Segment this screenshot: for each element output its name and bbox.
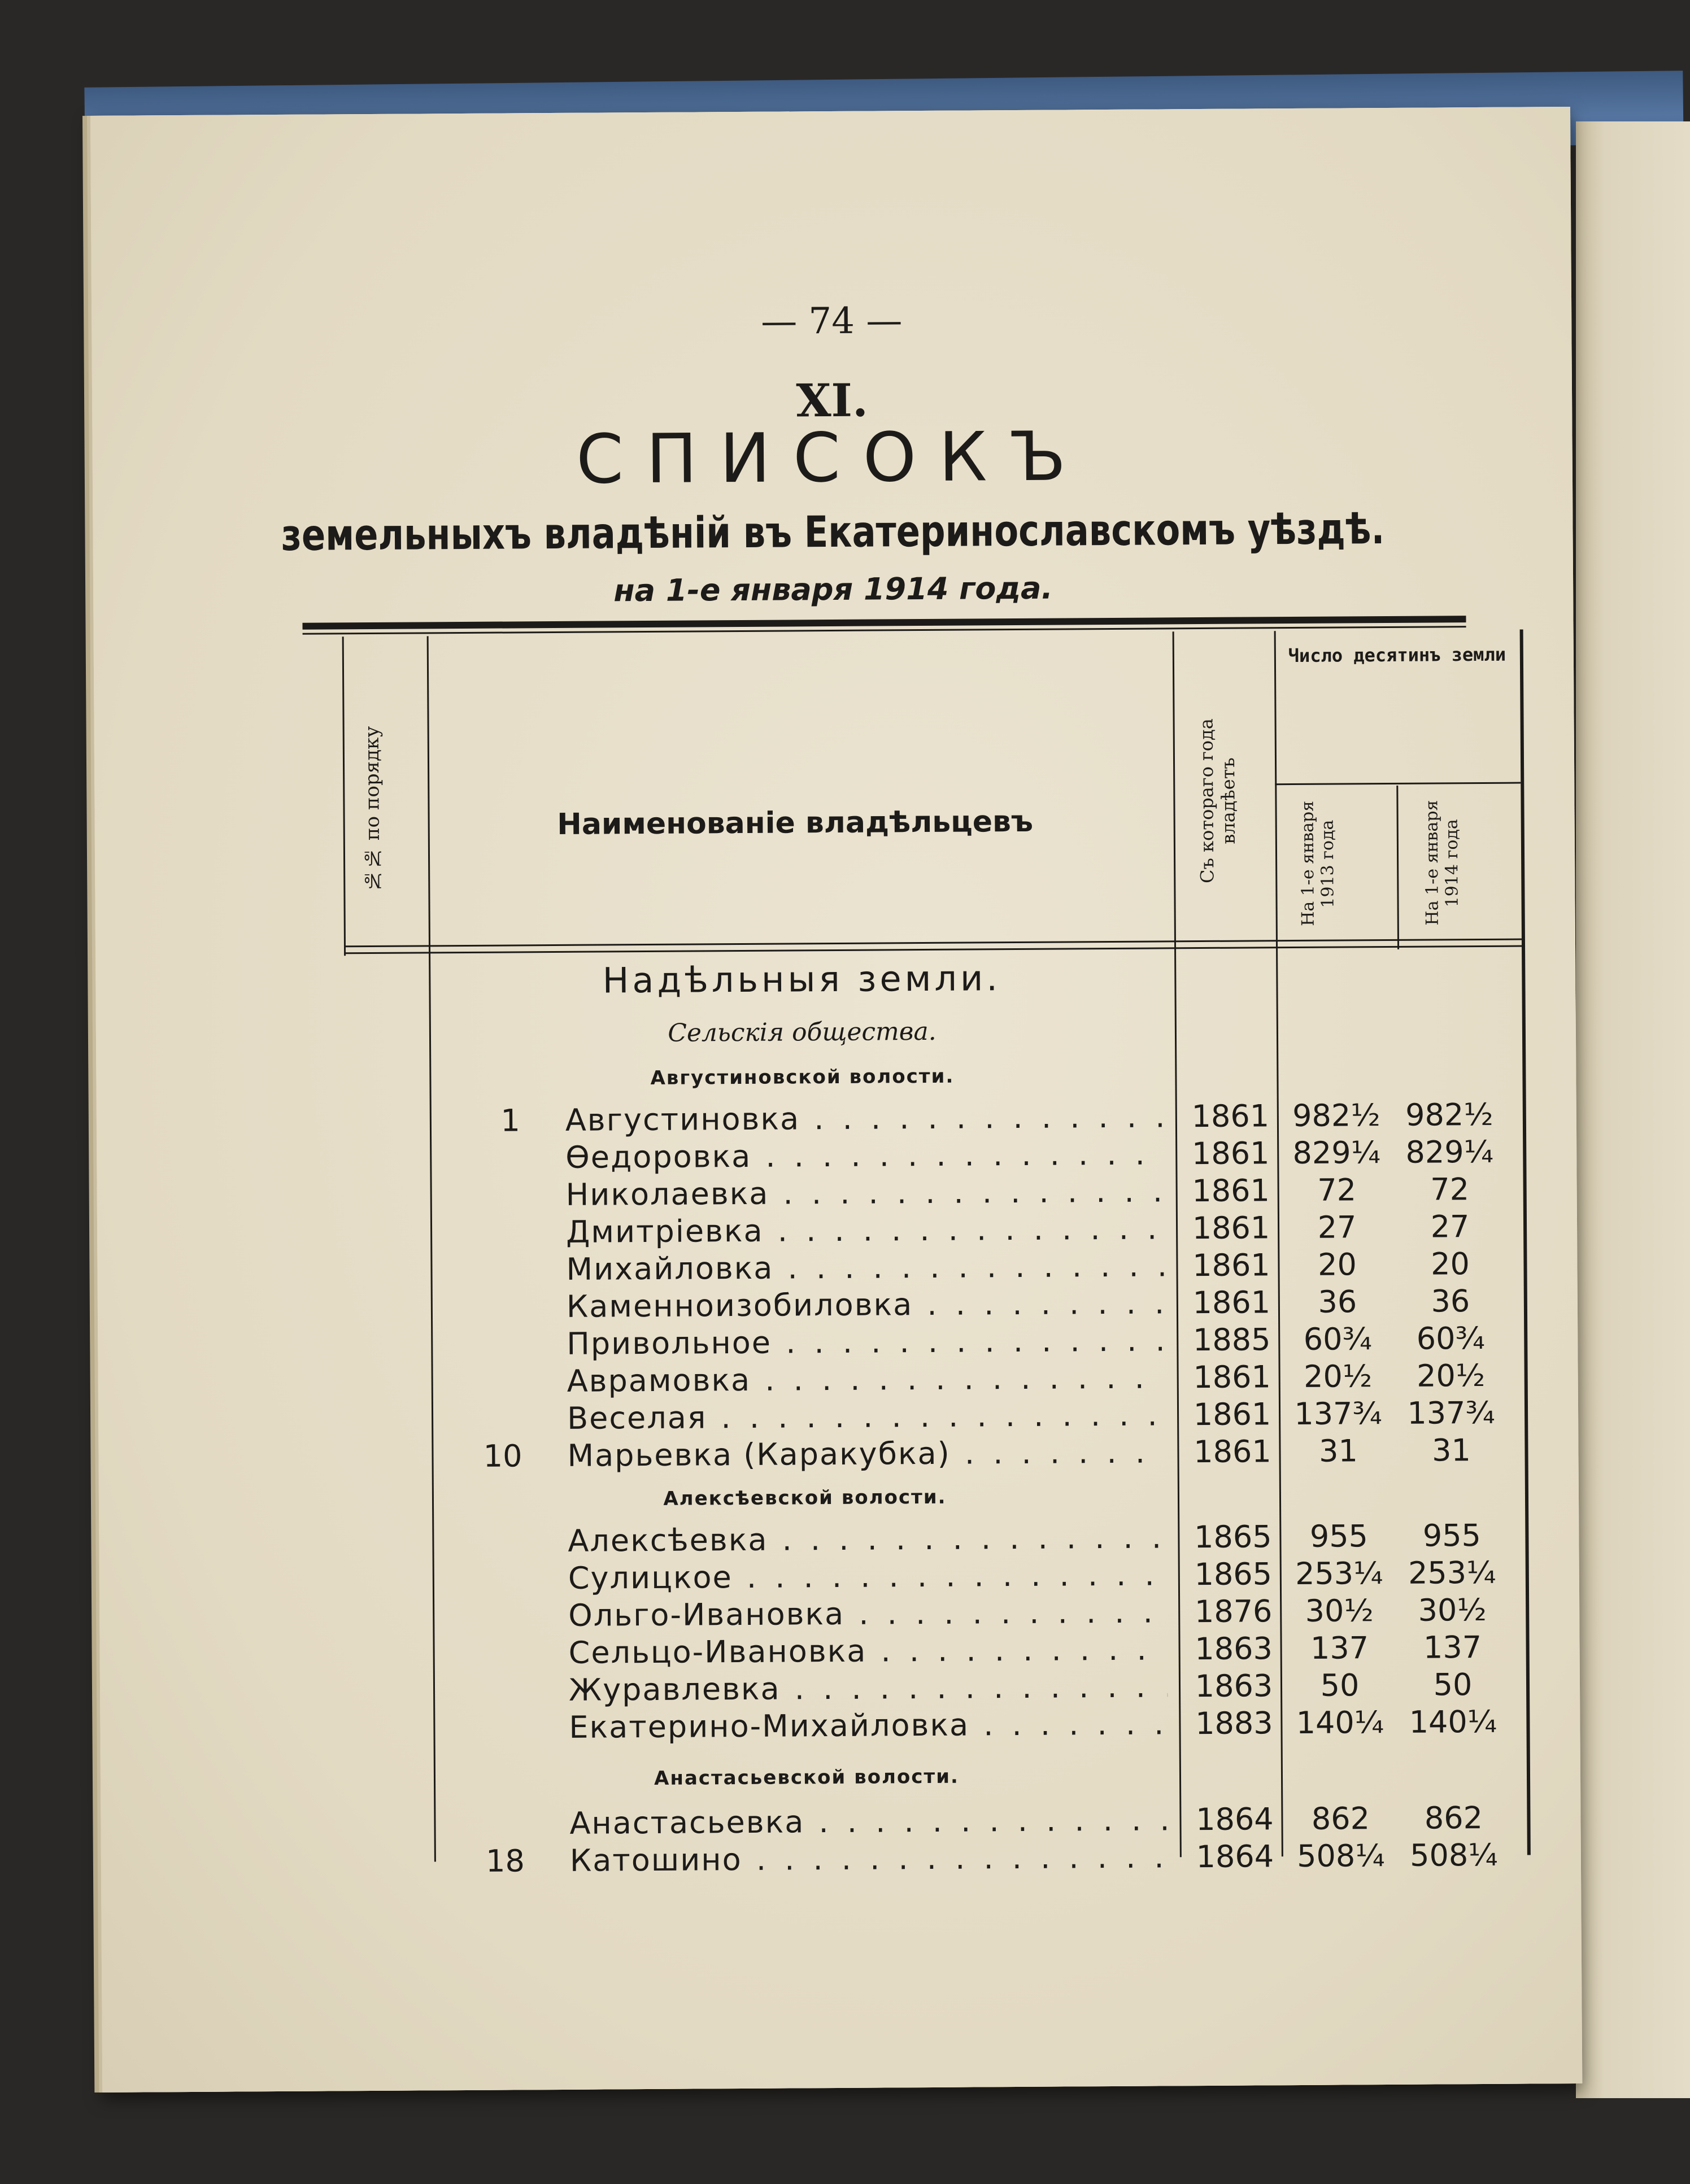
since-year: 1861	[1192, 1210, 1270, 1246]
since-year: 1863	[1195, 1631, 1273, 1667]
page-number: — 74 —	[760, 300, 903, 343]
since-year: 1861	[1192, 1284, 1271, 1321]
area-1914: 862	[1424, 1799, 1483, 1836]
area-1913: 508¼	[1296, 1838, 1385, 1875]
area-1914: 20½	[1416, 1357, 1486, 1394]
area-1913: 30½	[1305, 1593, 1374, 1629]
date-line: на 1-е января 1914 года.	[613, 570, 1053, 609]
owner-name: Сулицкое . . .	[568, 1557, 1167, 1596]
book-page	[90, 107, 1582, 2093]
owner-name: Сельцо-Ивановка . . .	[568, 1631, 1167, 1670]
owner-name: Алексѣевка . . .	[568, 1519, 1166, 1558]
column-header-number: №№ по порядку	[360, 726, 385, 892]
area-1914: 30½	[1418, 1592, 1487, 1628]
area-1913: 31	[1318, 1433, 1358, 1469]
owner-name: Аврамовка . . .	[567, 1359, 1166, 1398]
area-1914: 36	[1431, 1283, 1470, 1319]
owner-name: Веселая . . .	[567, 1397, 1166, 1436]
since-year: 1861	[1191, 1098, 1270, 1135]
column-header-area: Число десятинъ земли	[1288, 643, 1506, 667]
area-1913: 982½	[1292, 1097, 1380, 1134]
area-1914: 137	[1423, 1629, 1482, 1666]
header-bottom-rule-2	[344, 945, 1525, 954]
row-number: 10	[483, 1438, 522, 1474]
area-1913: 27	[1317, 1209, 1357, 1245]
since-year: 1861	[1193, 1396, 1271, 1433]
row-number: 18	[485, 1843, 525, 1879]
owner-name: Екатерино-Михайловка . . .	[569, 1706, 1168, 1745]
since-year: 1861	[1191, 1135, 1270, 1172]
page-title: СПИСОКЪ	[576, 417, 1089, 499]
area-1913: 20	[1317, 1246, 1357, 1283]
area-1914: 140¼	[1409, 1703, 1497, 1740]
area-1913: 140¼	[1296, 1705, 1384, 1741]
area-1914: 50	[1433, 1667, 1473, 1703]
row-number	[422, 1672, 524, 1673]
row-number	[419, 1177, 520, 1178]
owner-name: Николаевка . . .	[565, 1173, 1164, 1212]
area-1913: 36	[1318, 1284, 1357, 1320]
area-1914: 72	[1430, 1171, 1470, 1207]
column-header-name: Наименованіе владѣльцевъ	[557, 804, 1034, 842]
owner-name: Привольное . . .	[567, 1322, 1165, 1361]
since-year: 1864	[1196, 1838, 1274, 1875]
area-1913: 137	[1310, 1630, 1369, 1666]
area-1914: 20	[1430, 1246, 1470, 1282]
row-number	[421, 1523, 522, 1524]
area-subheader-rule	[1275, 782, 1521, 786]
owner-name: Анастасьевка . . .	[569, 1802, 1168, 1841]
area-1913: 50	[1320, 1667, 1360, 1703]
since-year: 1865	[1194, 1519, 1272, 1555]
area-1914: 60¾	[1416, 1320, 1485, 1357]
area-1914: 27	[1430, 1209, 1470, 1245]
area-1914: 955	[1422, 1518, 1482, 1554]
row-number	[421, 1560, 523, 1561]
since-year: 1861	[1193, 1359, 1271, 1396]
area-1914: 253¼	[1408, 1554, 1496, 1591]
column-header-1914: На 1-е января 1914 года	[1422, 800, 1462, 926]
owner-name: Катошино . . .	[570, 1839, 1169, 1878]
since-year: 1861	[1192, 1247, 1270, 1284]
area-1913: 829¼	[1292, 1135, 1381, 1171]
since-year: 1864	[1196, 1801, 1274, 1838]
section-number: XI.	[796, 373, 869, 428]
owner-name: Августиновка . . .	[565, 1098, 1164, 1137]
section-heading: Надѣльныя земли.	[602, 957, 1001, 1001]
area-1913: 72	[1317, 1172, 1357, 1208]
area-1913: 862	[1311, 1801, 1370, 1837]
area-1913: 253¼	[1295, 1555, 1383, 1592]
group-heading: Анастасьевской волости.	[654, 1765, 959, 1790]
area-1914: 31	[1431, 1432, 1471, 1468]
area-1914: 137¾	[1407, 1394, 1495, 1431]
page-subtitle: земельныхъ владѣній въ Екатеринославскомъ уѣздѣ.	[281, 503, 1385, 560]
row-number: 1	[500, 1102, 521, 1139]
area-1913: 137¾	[1294, 1396, 1382, 1432]
group-heading: Алексѣевской волости.	[663, 1485, 947, 1510]
row-number	[420, 1363, 522, 1364]
owner-name: Марьевка (Каракубка) . . .	[567, 1434, 1166, 1473]
column-divider-area	[1396, 786, 1399, 949]
area-1913: 20½	[1303, 1358, 1373, 1394]
since-year: 1885	[1192, 1322, 1271, 1358]
row-number	[419, 1214, 521, 1215]
since-year: 1861	[1192, 1172, 1270, 1209]
since-year: 1883	[1195, 1705, 1273, 1742]
group-heading: Августиновской волости.	[650, 1065, 955, 1089]
since-year: 1863	[1195, 1668, 1273, 1705]
area-1914: 508¼	[1409, 1837, 1498, 1873]
since-year: 1861	[1194, 1433, 1271, 1470]
area-1913: 955	[1309, 1518, 1369, 1554]
column-header-since: Съ котораго года владѣетъ	[1195, 718, 1239, 883]
owner-name: Журавлевка . . .	[569, 1668, 1168, 1707]
area-1914: 829¼	[1405, 1134, 1494, 1170]
area-1914: 982½	[1405, 1096, 1493, 1133]
facing-page-edge	[1576, 121, 1690, 2098]
table-border-left	[342, 637, 346, 956]
column-header-1913: На 1-е января 1913 года	[1297, 801, 1338, 927]
subsection-heading: Сельскія общества.	[668, 1017, 937, 1048]
owner-name: Өедоровка . . .	[565, 1136, 1164, 1175]
owner-name: Ольго-Ивановка . . .	[568, 1594, 1167, 1633]
owner-name: Михайловка . . .	[566, 1248, 1165, 1287]
row-number	[420, 1326, 521, 1327]
area-1913: 60¾	[1303, 1321, 1372, 1357]
owner-name: Каменноизобиловка . . .	[567, 1285, 1165, 1324]
since-year: 1865	[1194, 1556, 1273, 1593]
since-year: 1876	[1194, 1593, 1273, 1630]
owner-name: Дмитріевка . . .	[566, 1210, 1165, 1249]
row-number	[421, 1635, 523, 1636]
